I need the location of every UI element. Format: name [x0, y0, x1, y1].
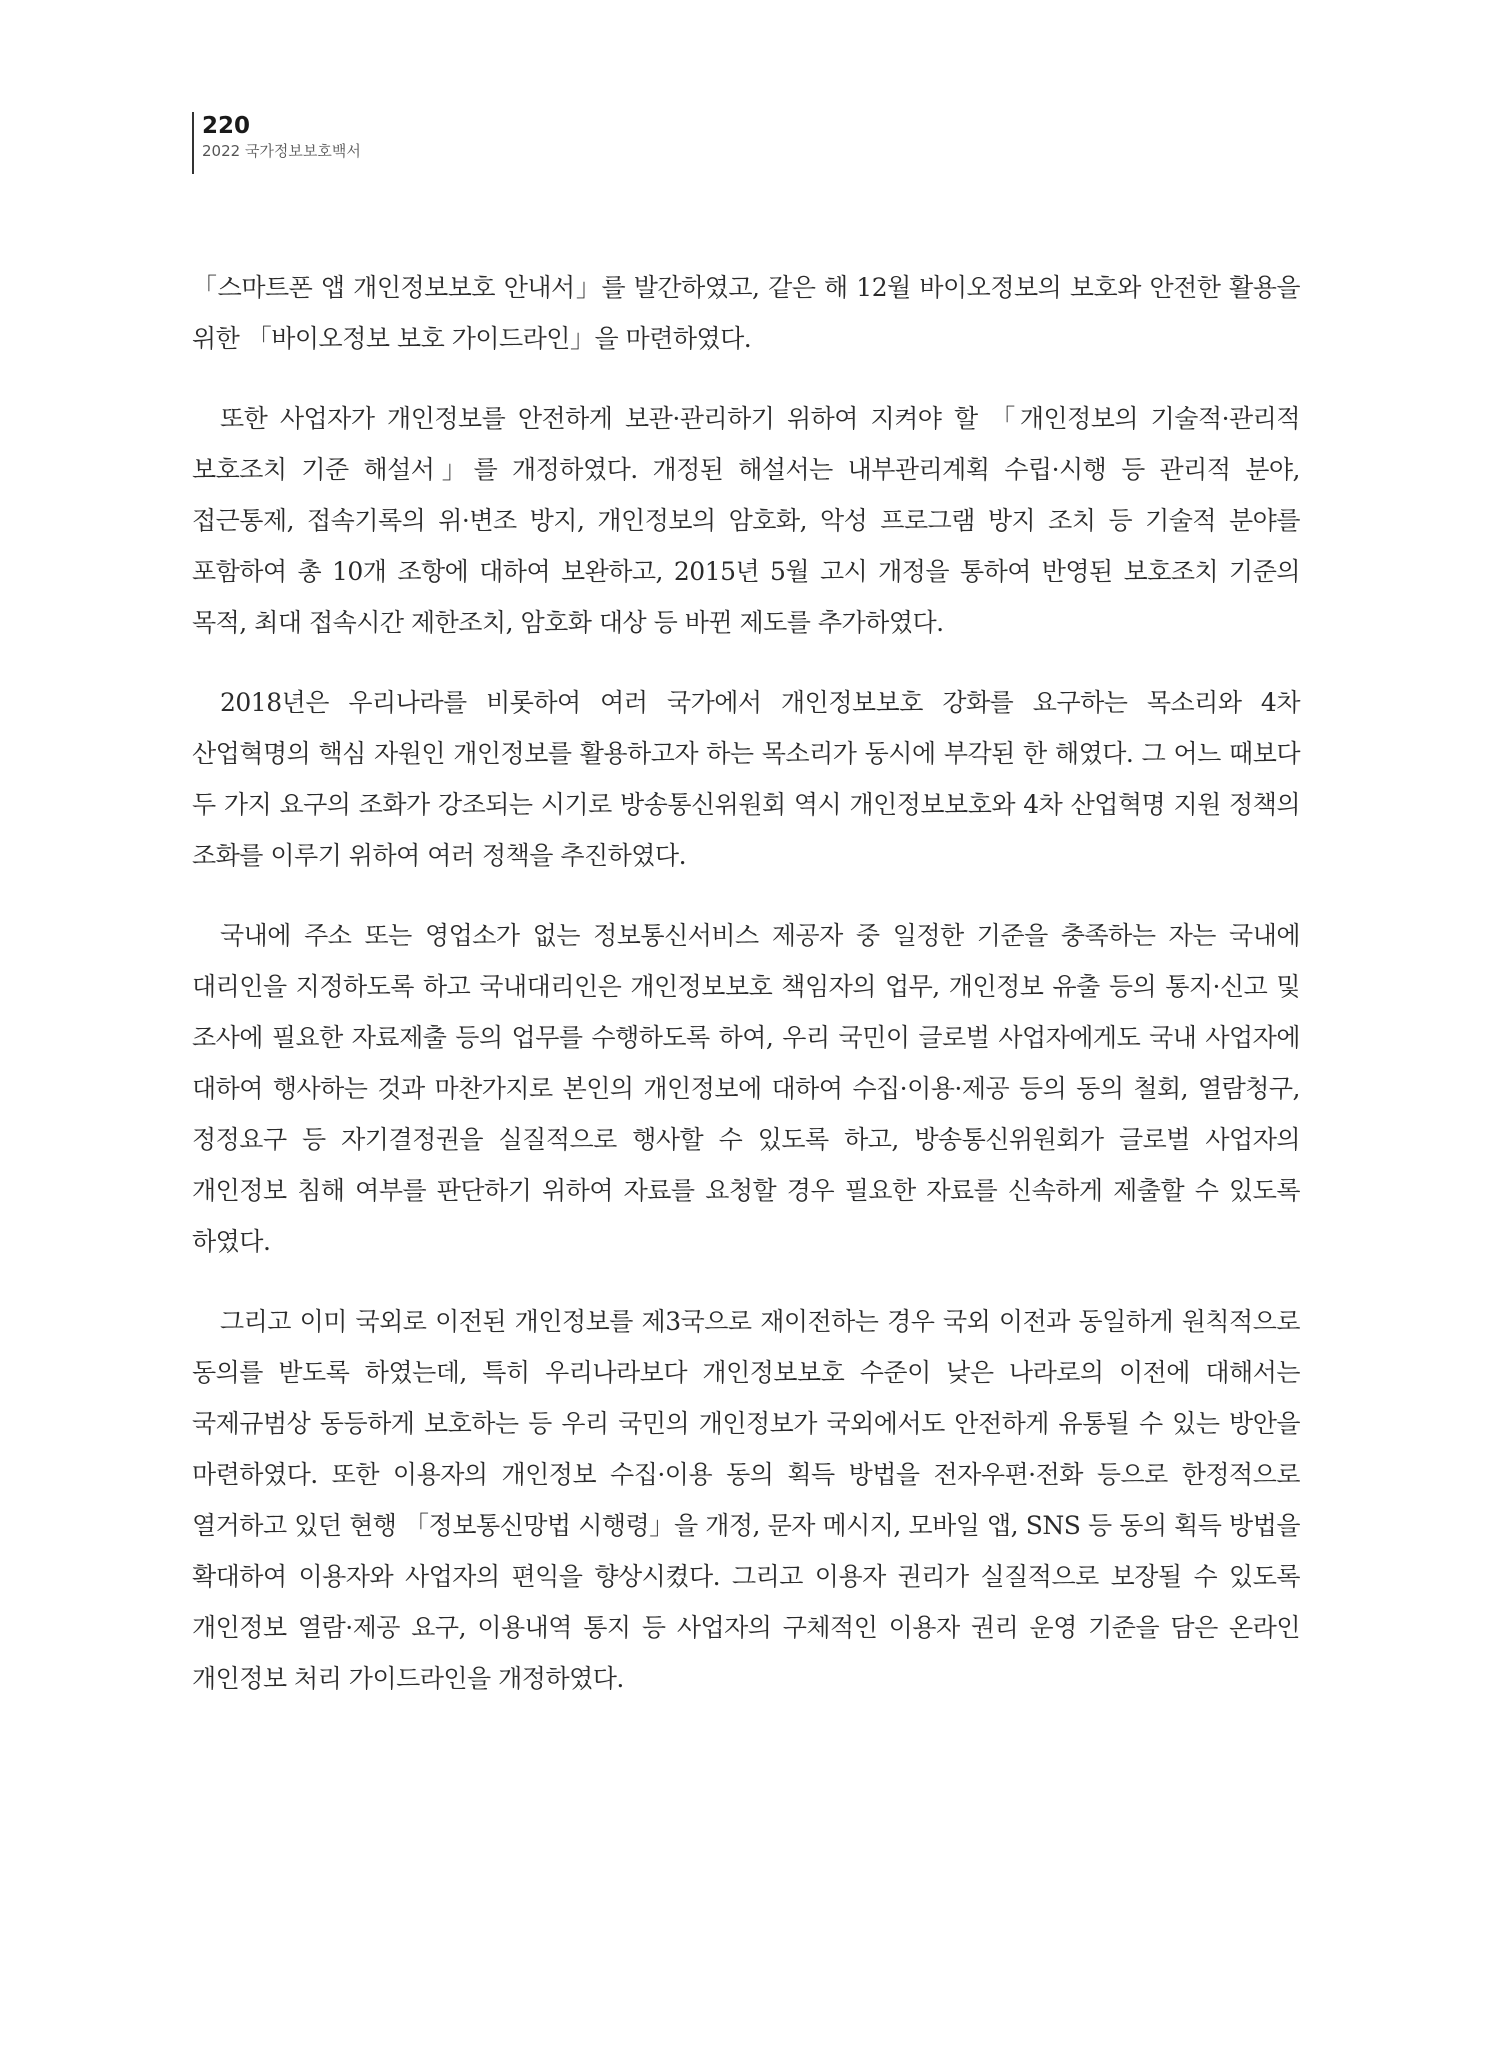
- paragraph-domestic-agent: 국내에 주소 또는 영업소가 없는 정보통신서비스 제공자 중 일정한 기준을 충족하는 자는 국내에 대리인을 지정하도록 하고 국내대리인은 개인정보보호 책임자의 업무, 개인정보 유출 등의 통지·신고 및 조사에 필요한 자료제출 등의 업무를 수행하도록 하여, 우리 국민이 글로벌 사업자에게도 국내 사업자에 대하여 행사하는 것과 마찬가지로 본인의 개인정보에 대하여 수집·이용·제공 등의 동의 철회, 열람청구, 정정요구 등 자기결정권을 실질적으로 행사할 수 있도록 하고, 방송통신위원회가 글로벌 사업자의 개인정보 침해 여부를 판단하기 위하여 자료를 요청할 경우 필요한 자료를 신속하게 제출할 수 있도록 하였다.: [192, 921, 1300, 1256]
- paragraph-technical-safeguards: 또한 사업자가 개인정보를 안전하게 보관·관리하기 위하여 지켜야 할 「개인정보의 기술적·관리적 보호조치 기준 해설서」를 개정하였다. 개정된 해설서는 내부관리계획 수립·시행 등 관리적 분야, 접근통제, 접속기록의 위·변조 방지, 개인정보의 암호화, 악성 프로그램 방지 조치 등 기술적 분야를 포함하여 총 10개 조항에 대하여 보완하고, 2015년 5월 고시 개정을 통하여 반영된 보호조치 기준의 목적, 최대 접속시간 제한조치, 암호화 대상 등 바뀐 제도를 추가하였다.: [192, 404, 1300, 637]
- running-header: [192, 112, 361, 174]
- paragraph-cross-border-transfer: 그리고 이미 국외로 이전된 개인정보를 제3국으로 재이전하는 경우 국외 이전과 동일하게 원칙적으로 동의를 받도록 하였는데, 특히 우리나라보다 개인정보보호 수준이 낮은 나라로의 이전에 대해서는 국제규범상 동등하게 보호하는 등 우리 국민의 개인정보가 국외에서도 안전하게 유통될 수 있는 방안을 마련하였다. 또한 이용자의 개인정보 수집·이용 동의 획득 방법을 전자우편·전화 등으로 한정적으로 열거하고 있던 현행 「정보통신망법 시행령」을 개정, 문자 메시지, 모바일 앱, SNS 등 동의 획득 방법을 확대하여 이용자와 사업자의 편익을 향상시켰다. 그리고 이용자 권리가 실질적으로 보장될 수 있도록 개인정보 열람·제공 요구, 이용내역 통지 등 사업자의 구체적인 이용자 권리 운영 기준을 담은 온라인 개인정보 처리 가이드라인을 개정하였다.: [192, 1307, 1300, 1693]
- body-text: [192, 262, 1300, 1733]
- book-title: 2022 국가정보보호백서: [202, 142, 361, 160]
- paragraph-guidelines: 「스마트폰 앱 개인정보보호 안내서」를 발간하였고, 같은 해 12월 바이오정보의 보호와 안전한 활용을 위한 「바이오정보 보호 가이드라인」을 마련하였다.: [192, 273, 1300, 353]
- paragraph-2018-policy: 2018년은 우리나라를 비롯하여 여러 국가에서 개인정보보호 강화를 요구하는 목소리와 4차 산업혁명의 핵심 자원인 개인정보를 활용하고자 하는 목소리가 동시에 부각된 한 해였다. 그 어느 때보다 두 가지 요구의 조화가 강조되는 시기로 방송통신위원회 역시 개인정보보호와 4차 산업혁명 지원 정책의 조화를 이루기 위하여 여러 정책을 추진하였다.: [192, 688, 1300, 870]
- page-number: 220: [202, 113, 251, 139]
